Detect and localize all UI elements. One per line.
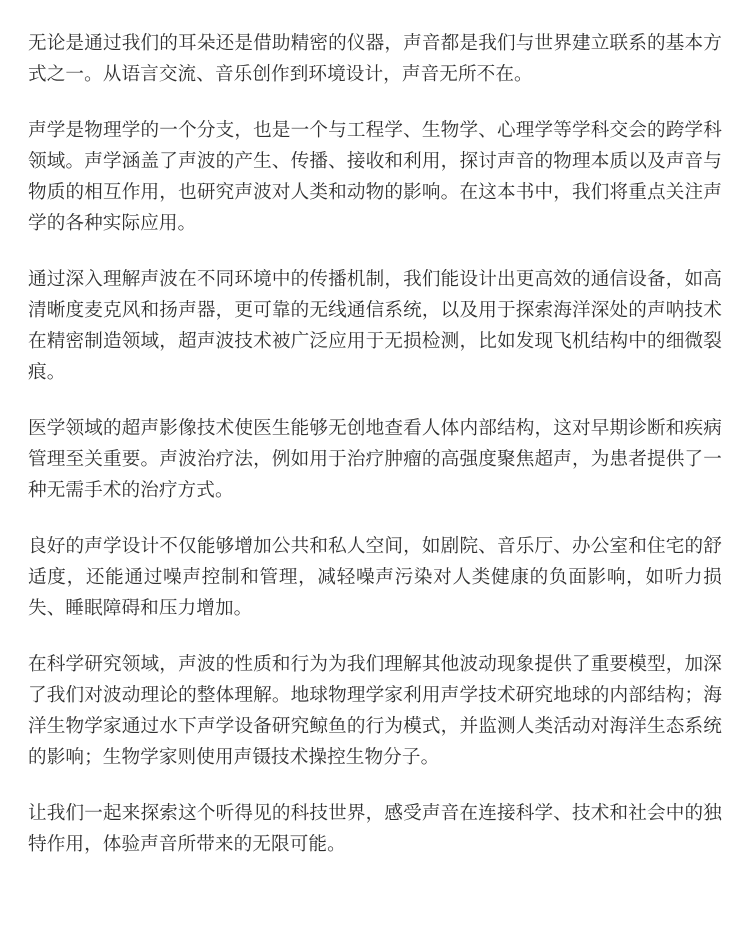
paragraph-communication: 通过深入理解声波在不同环境中的传播机制，我们能设计出更高效的通信设备，如高清晰度麦克风和扬声器，更可靠的无线通信系统，以及用于探索海洋深处的声呐技术在精密制造领域，超声波技术被广泛应用于无损检测，比如发现飞机结构中的细微裂痕。	[28, 269, 722, 383]
paragraph-medical: 医学领域的超声影像技术使医生能够无创地查看人体内部结构，这对早期诊断和疾病管理至关重要。声波治疗法，例如用于治疗肿瘤的高强度聚焦超声，为患者提供了一种无需手术的治疗方式。	[28, 418, 722, 501]
paragraph-acoustics-definition: 声学是物理学的一个分支，也是一个与工程学、生物学、心理学等学科交会的跨学科领域。声学涵盖了声波的产生、传播、接收和利用，探讨声音的物理本质以及声音与物质的相互作用，也研究声波对人类和动物的影响。在这本书中，我们将重点关注声学的各种实际应用。	[28, 120, 722, 234]
paragraph-scientific-research: 在科学研究领域，声波的性质和行为为我们理解其他波动现象提供了重要模型，加深了我们对波动理论的整体理解。地球物理学家利用声学技术研究地球的内部结构；海洋生物学家通过水下声学设备研究鲸鱼的行为模式，并监测人类活动对海洋生态系统的影响；生物学家则使用声镊技术操控生物分子。	[28, 654, 722, 768]
paragraph-intro: 无论是通过我们的耳朵还是借助精密的仪器，声音都是我们与世界建立联系的基本方式之一。从语言交流、音乐创作到环境设计，声音无所不在。	[28, 33, 722, 85]
paragraph-acoustic-design: 良好的声学设计不仅能够增加公共和私人空间，如剧院、音乐厅、办公室和住宅的舒适度，还能通过噪声控制和管理，减轻噪声污染对人类健康的负面影响，如听力损失、睡眠障碍和压力增加。	[28, 536, 722, 619]
paragraph-conclusion: 让我们一起来探索这个听得见的科技世界，感受声音在连接科学、技术和社会中的独特作用，体验声音所带来的无限可能。	[28, 803, 722, 855]
